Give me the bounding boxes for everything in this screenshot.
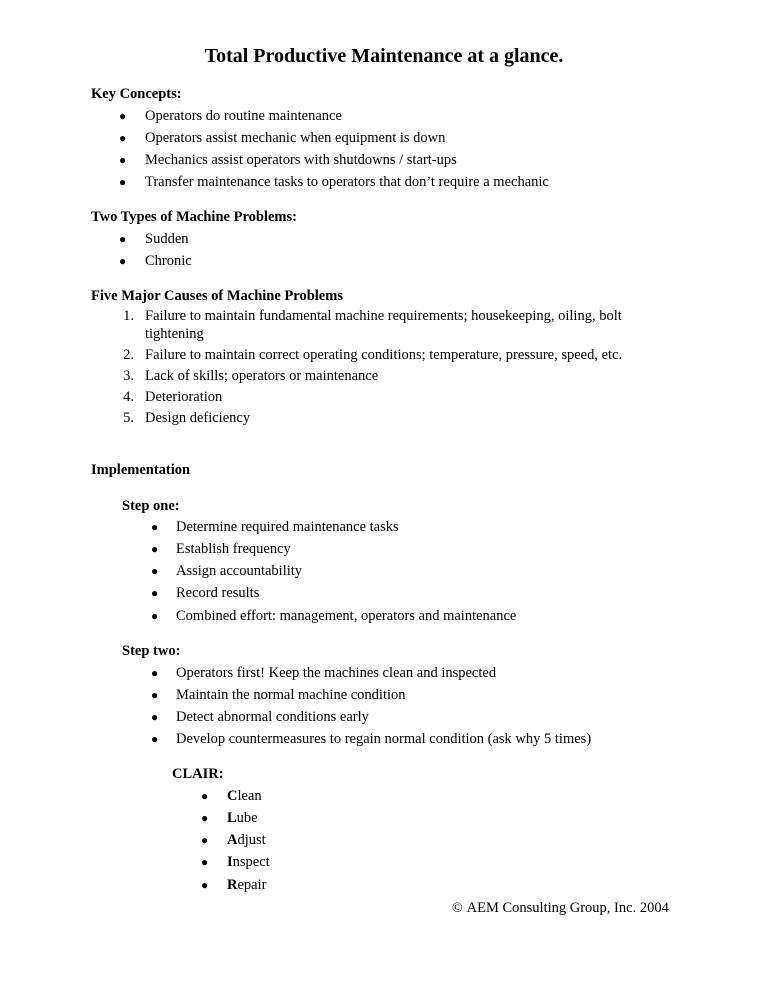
list-number: 2.	[123, 347, 134, 363]
footer-text: AEM Consulting Group, Inc. 2004	[466, 900, 669, 916]
clair-item	[227, 876, 266, 894]
step-one-heading: Step one:	[122, 498, 180, 514]
list-item: Establish frequency	[176, 541, 291, 557]
clair-item	[227, 853, 270, 871]
bullet-icon: ●	[151, 710, 159, 724]
step-two-heading: Step two:	[122, 643, 181, 659]
bullet-icon: ●	[119, 153, 127, 167]
clair-rest: lean	[237, 788, 262, 804]
list-number: 5.	[123, 410, 134, 426]
clair-letter: R	[227, 877, 238, 893]
list-item: Chronic	[145, 253, 192, 269]
clair-item	[227, 809, 258, 827]
bullet-icon: ●	[119, 109, 127, 123]
clair-letter: A	[227, 832, 238, 848]
list-item: Combined effort: management, operators and maintenance	[176, 608, 517, 624]
numbered-item: Lack of skills; operators or maintenance	[145, 368, 379, 384]
clair-rest: ube	[236, 810, 258, 826]
clair-heading: CLAIR:	[172, 766, 224, 782]
bullet-icon: ●	[119, 254, 127, 268]
clair-item	[227, 787, 262, 805]
key-concepts-heading: Key Concepts:	[91, 86, 182, 102]
list-number: 1.	[123, 308, 134, 324]
bullet-icon: ●	[151, 564, 159, 578]
page-title: Total Productive Maintenance at a glance.	[204, 45, 564, 67]
problem-types-heading: Two Types of Machine Problems:	[91, 209, 297, 225]
clair-rest: djust	[237, 832, 266, 848]
bullet-icon: ●	[201, 855, 209, 869]
numbered-item: Failure to maintain correct operating conditions; temperature, pressure, speed, etc.	[145, 347, 623, 363]
bullet-icon: ●	[201, 789, 209, 803]
numbered-item: Failure to maintain fundamental machine requirements; housekeeping, oiling, bolt	[145, 308, 622, 324]
list-item: Assign accountability	[176, 563, 303, 579]
clair-item	[227, 831, 266, 849]
bullet-icon: ●	[201, 833, 209, 847]
bullet-icon: ●	[151, 666, 159, 680]
list-item: Operators first! Keep the machines clean and inspected	[176, 665, 497, 681]
bullet-icon: ●	[119, 175, 127, 189]
clair-rest: epair	[237, 877, 267, 893]
list-item: Operators assist mechanic when equipment is down	[145, 130, 446, 146]
list-number: 3.	[123, 368, 134, 384]
list-item: Determine required maintenance tasks	[176, 519, 399, 535]
list-item: Operators do routine maintenance	[145, 108, 342, 124]
list-item: Detect abnormal conditions early	[176, 709, 369, 725]
list-item: Sudden	[145, 231, 189, 247]
bullet-icon: ●	[151, 542, 159, 556]
bullet-icon: ●	[201, 811, 209, 825]
footer-copyright	[452, 899, 669, 918]
numbered-item: Design deficiency	[145, 410, 251, 426]
bullet-icon: ●	[201, 878, 209, 892]
list-item: Transfer maintenance tasks to operators that don’t require a mechanic	[145, 174, 549, 190]
clair-letter: C	[227, 788, 238, 804]
bullet-icon: ●	[151, 609, 159, 623]
clair-letter: L	[227, 810, 237, 826]
numbered-item-continuation: tightening	[145, 326, 204, 342]
list-number: 4.	[123, 389, 134, 405]
clair-rest: nspect	[232, 854, 270, 870]
bullet-icon: ●	[119, 232, 127, 246]
clair-letter: I	[227, 854, 233, 870]
list-item: Mechanics assist operators with shutdowns / start-ups	[145, 152, 457, 168]
bullet-icon: ●	[151, 688, 159, 702]
major-causes-heading: Five Major Causes of Machine Problems	[91, 288, 343, 304]
list-item: Develop countermeasures to regain normal condition (ask why 5 times)	[176, 731, 592, 747]
list-item: Maintain the normal machine condition	[176, 687, 406, 703]
numbered-item: Deterioration	[145, 389, 223, 405]
copyright-icon: ©	[452, 901, 463, 916]
bullet-icon: ●	[119, 131, 127, 145]
bullet-icon: ●	[151, 586, 159, 600]
bullet-icon: ●	[151, 732, 159, 746]
list-item: Record results	[176, 585, 260, 601]
implementation-heading: Implementation	[91, 462, 191, 478]
bullet-icon: ●	[151, 520, 159, 534]
